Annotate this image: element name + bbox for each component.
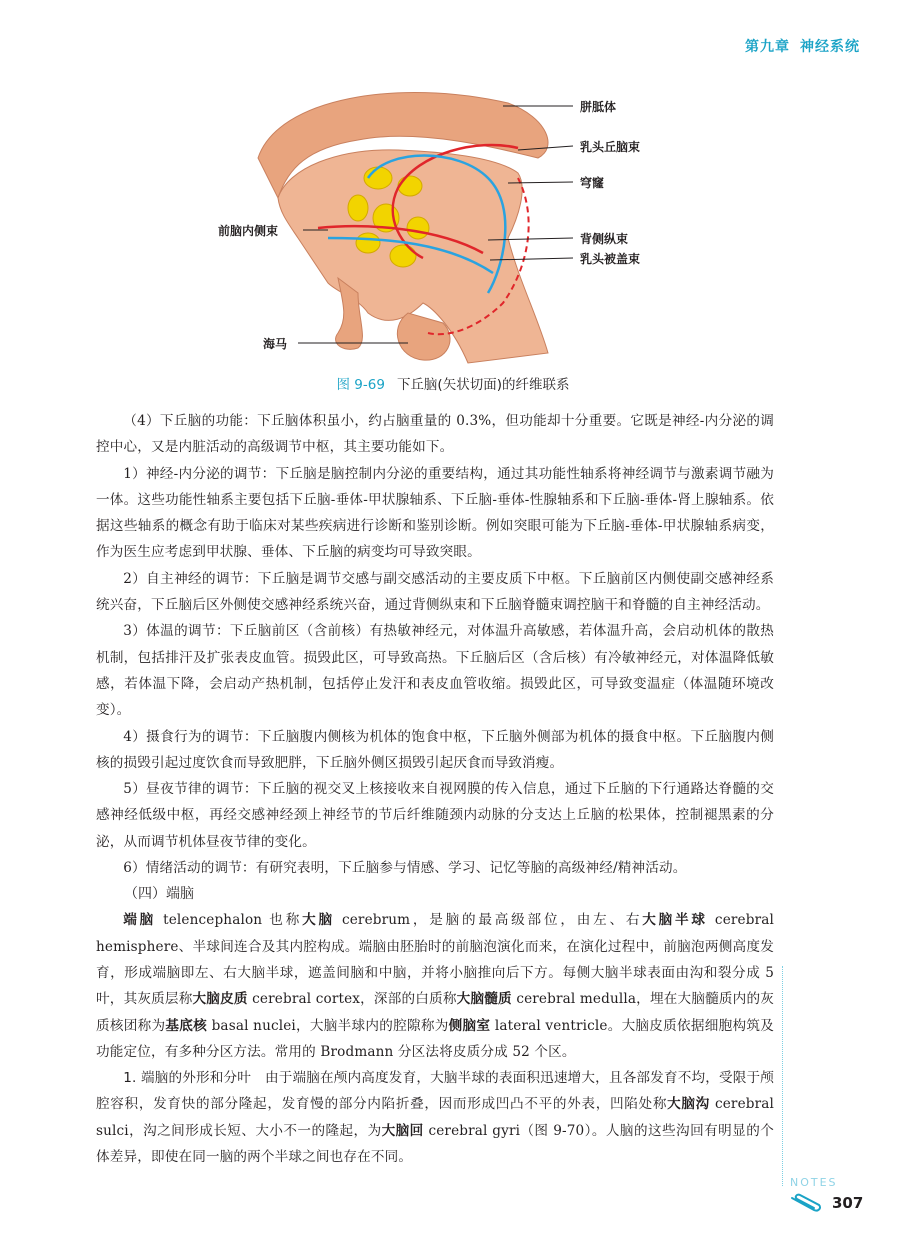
subsection-heading: 1. 端脑的外形和分叶	[123, 1070, 251, 1087]
label-mammillothalamic-tract: 乳头丘脑束	[580, 140, 641, 154]
section-heading-telencephalon: （四）端脑	[124, 886, 194, 903]
paragraph-circadian: 5）昼夜节律的调节：下丘脑的视交叉上核接收来自视网膜的传入信息，通过下丘脑的下行通路达脊髓的交感神经低级中枢，再经交感神经颈上神经节的节后纤维随颈内动脉的分支达上丘脑的松果体，控制褪黑素的分泌，从而调节机体昼夜节律的变化。	[96, 781, 774, 850]
term: 大脑皮质	[192, 991, 248, 1008]
term: 端脑	[123, 912, 156, 929]
text-run: basal nuclei，大脑半球内的腔隙称为	[206, 1017, 449, 1034]
term: 大脑回	[381, 1122, 424, 1139]
chapter-number: 第九章	[745, 39, 790, 55]
text-run: cerebral cortex，深部的白质称	[247, 991, 457, 1008]
figure-caption	[0, 373, 906, 393]
paperclip-icon	[788, 1192, 824, 1216]
nucleus-6	[356, 233, 380, 253]
text-run: cerebrum，是脑的最高级部位，由左、右	[334, 912, 643, 929]
notes-label: NOTES	[790, 1176, 838, 1189]
paragraph-feeding: 4）摄食行为的调节：下丘脑腹内侧核为机体的饱食中枢，下丘脑外侧部为机体的摄食中枢。下丘脑腹内侧核的损毁引起过度饮食而导致肥胖，下丘脑外侧区损毁引起厌食而导致消瘦。	[96, 728, 774, 771]
nucleus-7	[390, 245, 416, 267]
text-run: cerebral medulla，埋在大脑髓质内的灰质核团称为	[96, 991, 774, 1034]
term: 大脑髓质	[456, 991, 512, 1008]
paragraph-temperature: 3）体温的调节：下丘脑前区（含前核）有热敏神经元，对体温升高敏感，若体温升高，会启动机体的散热机制，包括排汗及扩张表皮血管。损毁此区，可导致高热。下丘脑后区（含后核）有冷敏神经元，对体温降低敏感，若体温下降，会启动产热机制，包括停止发汗和表皮血管收缩。损毁此区，可导致变温症（体温随环境改变）。	[96, 623, 774, 719]
term: 侧脑室	[448, 1017, 491, 1034]
nucleus-2	[398, 176, 422, 196]
figure-caption-text: 下丘脑(矢状切面)的纤维联系	[396, 377, 570, 393]
notes-margin-border	[782, 966, 783, 1186]
body-text	[96, 408, 774, 1170]
term: 大脑沟	[667, 1096, 710, 1113]
paragraph-emotion: 6）情绪活动的调节：有研究表明，下丘脑参与情感、学习、记忆等脑的高级神经/精神活动。	[123, 860, 687, 877]
chapter-title: 神经系统	[800, 39, 860, 55]
label-mammillotegmental-tract: 乳头被盖束	[580, 252, 641, 266]
paragraph-neuroendocrine: 1）神经-内分泌的调节：下丘脑是脑控制内分泌的重要结构，通过其功能性轴系将神经调节与激素调节融为一体。这些功能性轴系主要包括下丘脑-垂体-甲状腺轴系、下丘脑-垂体-性腺轴系和下丘脑-垂体-肾上腺轴系。依据这些轴系的概念有助于临床对某些疾病进行诊断和鉴别诊断。例如突眼可能为下丘脑-垂体-甲状腺轴系病变，作为医生应考虑到甲状腺、垂体、下丘脑的病变均可导致突眼。	[96, 465, 774, 561]
text-run: telencephalon 也称	[155, 912, 303, 929]
term: 大脑	[302, 912, 335, 929]
running-header	[745, 36, 860, 56]
hypothalamus-illustration	[218, 78, 658, 368]
text-run: 由于端脑在颅内高度发育，大脑半球的表面积迅速增大，且各部发育不均，受限于颅腔容积，发育快的部分隆起，发育慢的部分内陷折叠，因而形成凹凸不平的外表，凹陷处称	[96, 1070, 774, 1113]
text-run: lateral ventricle。大脑皮质依据细胞构筑及功能定位，有多种分区方法。常用的 Brodmann 分区法将皮质分成 52 个区。	[96, 1017, 775, 1060]
paragraph-hypothalamus-function: （4）下丘脑的功能：下丘脑体积虽小，约占脑重量的 0.3%，但功能却十分重要。它既是神经-内分泌的调控中心，又是内脏活动的高级调节中枢，其主要功能如下。	[96, 413, 774, 456]
page-number: 307	[832, 1194, 864, 1212]
paragraph-external-form	[96, 1065, 774, 1170]
paragraph-telencephalon	[96, 907, 774, 1065]
figure-number: 图 9-69	[336, 377, 385, 393]
label-medial-forebrain-bundle: 前脑内侧束	[218, 224, 279, 238]
text-run: cerebral sulci，沟之间形成长短、大小不一的隆起，为	[96, 1096, 775, 1139]
term: 大脑半球	[642, 912, 708, 929]
text-run: cerebral gyri（图 9-70）。人脑的这些沟回有明显的个体差异，即使在同一脑的两个半球之间也存在不同。	[96, 1122, 774, 1166]
text-run: cerebral hemisphere、半球间连合及其内腔构成。端脑由胚胎时的前脑泡演化而来，在演化过程中，前脑泡两侧高度发育，形成端脑即左、右大脑半球，遮盖间脑和中脑，并将小脑推向后下方。每侧大脑半球表面由沟和裂分成 5 叶，其灰质层称	[96, 912, 774, 1008]
nucleus-3	[348, 195, 368, 221]
label-fornix: 穹窿	[580, 176, 605, 190]
paragraph-autonomic: 2）自主神经的调节：下丘脑是调节交感与副交感活动的主要皮质下中枢。下丘脑前区内侧使副交感神经系统兴奋，下丘脑后区外侧使交感神经系统兴奋，通过背侧纵束和下丘脑脊髓束调控脑干和脊髓的自主神经活动。	[96, 570, 774, 614]
hypothalamus-figure	[218, 78, 658, 368]
label-hippocampus: 海马	[263, 337, 288, 351]
nucleus-5	[407, 217, 429, 239]
term: 基底核	[165, 1017, 207, 1034]
label-dorsal-longitudinal-fasciculus: 背侧纵束	[580, 232, 629, 246]
label-corpus-callosum: 胼胝体	[580, 100, 617, 114]
